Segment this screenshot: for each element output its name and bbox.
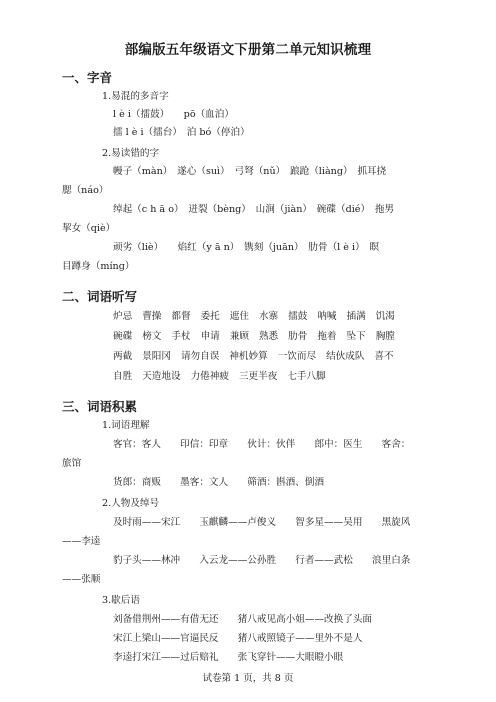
word: 拖着 [317, 331, 337, 342]
word: 都督 [171, 311, 191, 322]
text-line: 货郎：商贩 墨客：文人 筛酒：斟酒、倒酒 [113, 477, 325, 488]
word: 饥渴 [375, 311, 395, 322]
word: 插满 [346, 311, 366, 322]
text-line: 刘备借荆州——有借无还 猪八戒见高小姐——改换了头面 [113, 614, 373, 625]
word: 景阳冈 [142, 351, 171, 362]
text-line: 绰起（c h ā o） 迸裂（bèng） 山涧（jiàn） 碗碟（dié） 拖男 [113, 204, 395, 215]
word: 自胜 [113, 371, 133, 382]
text-line: 豹子头——林冲 入云龙——公孙胜 行者——武松 浪里白条 [113, 555, 411, 566]
word: 碗碟 [113, 331, 133, 342]
text-line: 旅馆 [62, 458, 82, 469]
word: 神机妙算 [229, 351, 268, 362]
word: 熟悉 [258, 331, 279, 342]
word: 兼顾 [229, 331, 249, 342]
word: 三更半夜 [238, 371, 278, 382]
word: 坠下 [346, 331, 366, 342]
word-row [113, 350, 404, 364]
word: 胸膛 [375, 331, 395, 342]
text-line: 腮（náo） [62, 185, 109, 196]
text-line: 顽劣（liè） 焰红（y ā n） 镌刻（juān） 肋骨（l è i） 瞑 [113, 242, 380, 253]
section-heading-vocabulary: 三、词语积累 [62, 399, 138, 414]
subheading-misread: 2.易读错的字 [102, 148, 160, 159]
subheading-xiehouyu: 3.歇后语 [102, 595, 140, 606]
text-line: 及时雨——宋江 玉麒麟——卢俊义 智多星——吴用 黑旋风 [113, 517, 411, 528]
text-line: ——李逵 [62, 536, 101, 547]
word: 一饮而尽 [277, 351, 317, 362]
word: 擂鼓 [288, 311, 308, 322]
text-line: ——张顺 [62, 574, 101, 585]
word: 委托 [200, 311, 220, 322]
text-line: 宋江上梁山——官逼民反 猪八戒照镜子——里外不是人 [113, 633, 363, 644]
word: 曹操 [142, 311, 162, 322]
word: 手杖 [171, 331, 191, 342]
text-line: 客官：客人 印信：印章 伙计：伙伴 郎中：医生 客舍： [113, 439, 411, 450]
word: 肋骨 [288, 331, 308, 342]
word: 呐喊 [317, 311, 337, 322]
word: 七手八脚 [287, 371, 326, 382]
word: 天造地设 [142, 371, 181, 382]
word: 力倦神疲 [190, 371, 229, 382]
word: 榜文 [142, 331, 162, 342]
word: 请勿自误 [180, 351, 220, 362]
text-line: 幔子（màn） 遂心（suì） 弓弩（nǔ） 踉跄（liàng） 抓耳挠 [113, 166, 387, 177]
word: 遮住 [229, 311, 249, 322]
document-title: 部编版五年级语文下册第二单元知识梳理 [124, 42, 372, 58]
word: 炉忌 [113, 311, 133, 322]
word-row [113, 330, 405, 344]
section-heading-pronunciation: 一、字音 [62, 70, 113, 85]
word: 申请 [200, 331, 220, 342]
text-line: 擂 l è i（擂台） 泊 bó（停泊） [113, 127, 250, 138]
word: 两截 [113, 351, 133, 362]
text-line: l è i（擂鼓） pō（血泊） [113, 109, 234, 120]
section-heading-dictation: 二、词语听写 [62, 289, 138, 304]
text-line: 李逵打宋江——过后赔礼 张飞穿针——大眼瞪小眼 [113, 652, 344, 663]
text-line: 挈女（qiè） [62, 223, 116, 234]
text-line: 目蹲身（míng） [62, 261, 135, 272]
word: 结伙成队 [326, 351, 365, 362]
word: 喜不 [374, 351, 394, 362]
subheading-word-meaning: 1.词语理解 [102, 420, 150, 431]
word: 水寨 [258, 311, 279, 322]
word-row [113, 370, 336, 384]
subheading-nicknames: 2.人物及绰号 [102, 498, 160, 509]
page-footer: 试卷第 1 页，共 8 页 [202, 673, 294, 684]
word-row [113, 310, 405, 324]
subheading-polyphonic: 1.易混的多音字 [102, 91, 169, 102]
